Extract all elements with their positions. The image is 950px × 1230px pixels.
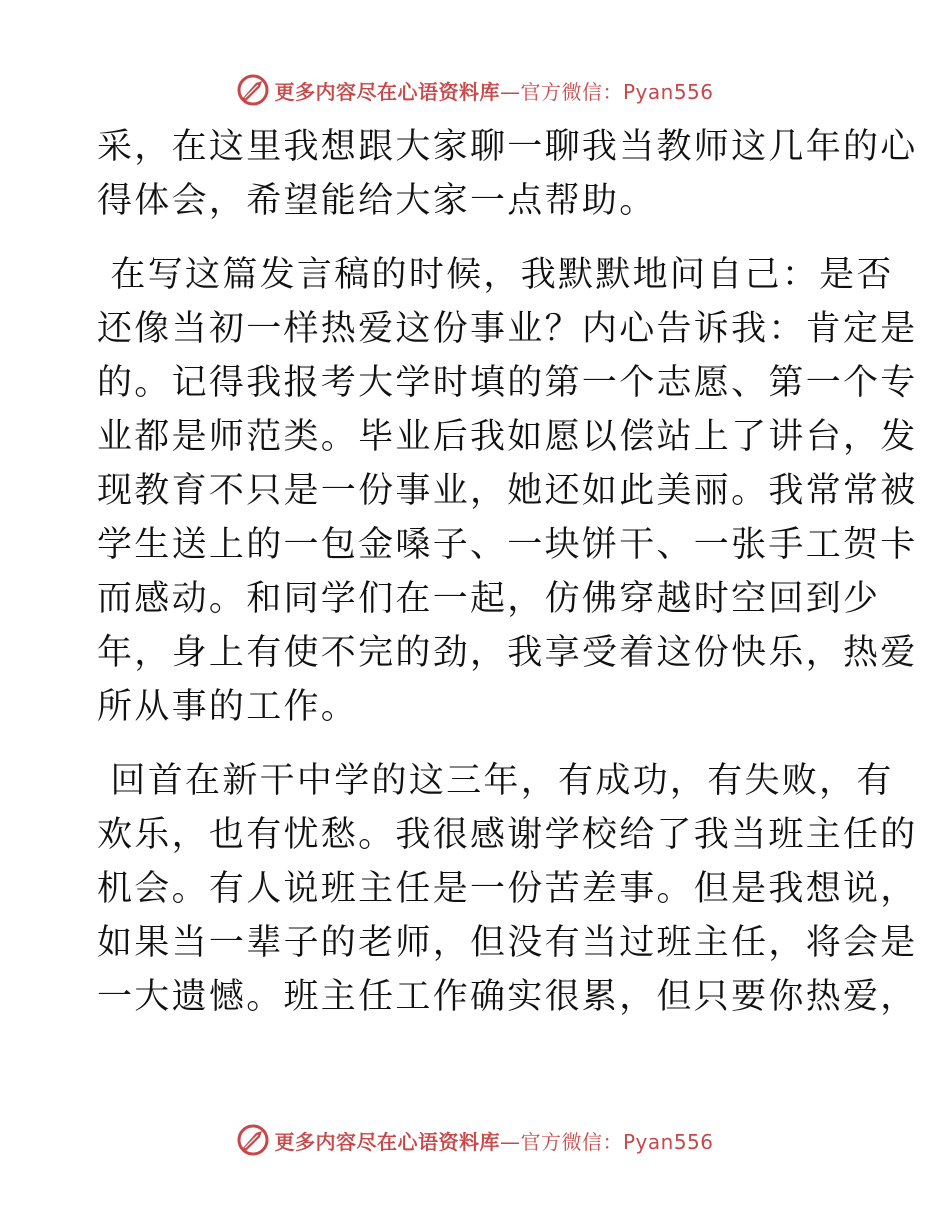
header-banner-separator: — <box>499 79 521 104</box>
footer-banner-handle: Pyan556 <box>622 1129 714 1154</box>
footer-banner <box>0 1120 950 1160</box>
text-line: 欢乐，也有忧愁。我很感谢学校给了我当班主任的 <box>97 815 918 855</box>
text-line: 得体会，希望能给大家一点帮助。 <box>97 181 657 221</box>
text-line: 学生送上的一包金嗓子、一块饼干、一张手工贺卡 <box>97 525 918 565</box>
paragraph-2 <box>97 248 918 734</box>
footer-banner-official: 官方微信： <box>520 1129 623 1154</box>
text-line: 而感动。和同学们在一起，仿佛穿越时空回到少 <box>97 579 881 619</box>
footer-banner-text <box>274 1126 713 1155</box>
text-line: 一大遗憾。班主任工作确实很累，但只要你热爱， <box>97 977 918 1017</box>
header-banner-official: 官方微信： <box>520 79 623 104</box>
header-banner <box>0 70 950 110</box>
header-banner-text <box>274 76 713 105</box>
text-line: 年，身上有使不完的劲，我享受着这份快乐，热爱 <box>97 633 918 673</box>
text-line: 如果当一辈子的老师，但没有当过班主任，将会是 <box>97 923 918 963</box>
text-line: 业都是师范类。毕业后我如愿以偿站上了讲台，发 <box>97 417 918 457</box>
text-line: 在写这篇发言稿的时候，我默默地问自己：是否 <box>97 255 894 295</box>
quill-seal-icon <box>236 1123 270 1157</box>
footer-banner-separator: — <box>499 1129 521 1154</box>
text-line: 还像当初一样热爱这份事业？内心告诉我：肯定是 <box>97 309 918 349</box>
paragraph-gap <box>97 734 857 754</box>
header-banner-title: 更多内容尽在心语资料库 <box>274 79 500 104</box>
quill-seal-icon <box>236 73 270 107</box>
paragraph-gap <box>97 228 857 248</box>
paragraph-1 <box>97 120 918 228</box>
paragraph-3 <box>97 754 918 1024</box>
text-line: 的。记得我报考大学时填的第一个志愿、第一个专 <box>97 363 918 403</box>
document-body <box>97 120 918 1024</box>
header-banner-handle: Pyan556 <box>622 79 714 104</box>
footer-banner-title: 更多内容尽在心语资料库 <box>274 1129 500 1154</box>
text-line: 现教育不只是一份事业，她还如此美丽。我常常被 <box>97 471 918 511</box>
text-line: 采，在这里我想跟大家聊一聊我当教师这几年的心 <box>97 127 918 167</box>
text-line: 回首在新干中学的这三年，有成功，有失败，有 <box>97 761 894 801</box>
text-line: 所从事的工作。 <box>97 687 359 727</box>
text-line: 机会。有人说班主任是一份苦差事。但是我想说， <box>97 869 918 909</box>
